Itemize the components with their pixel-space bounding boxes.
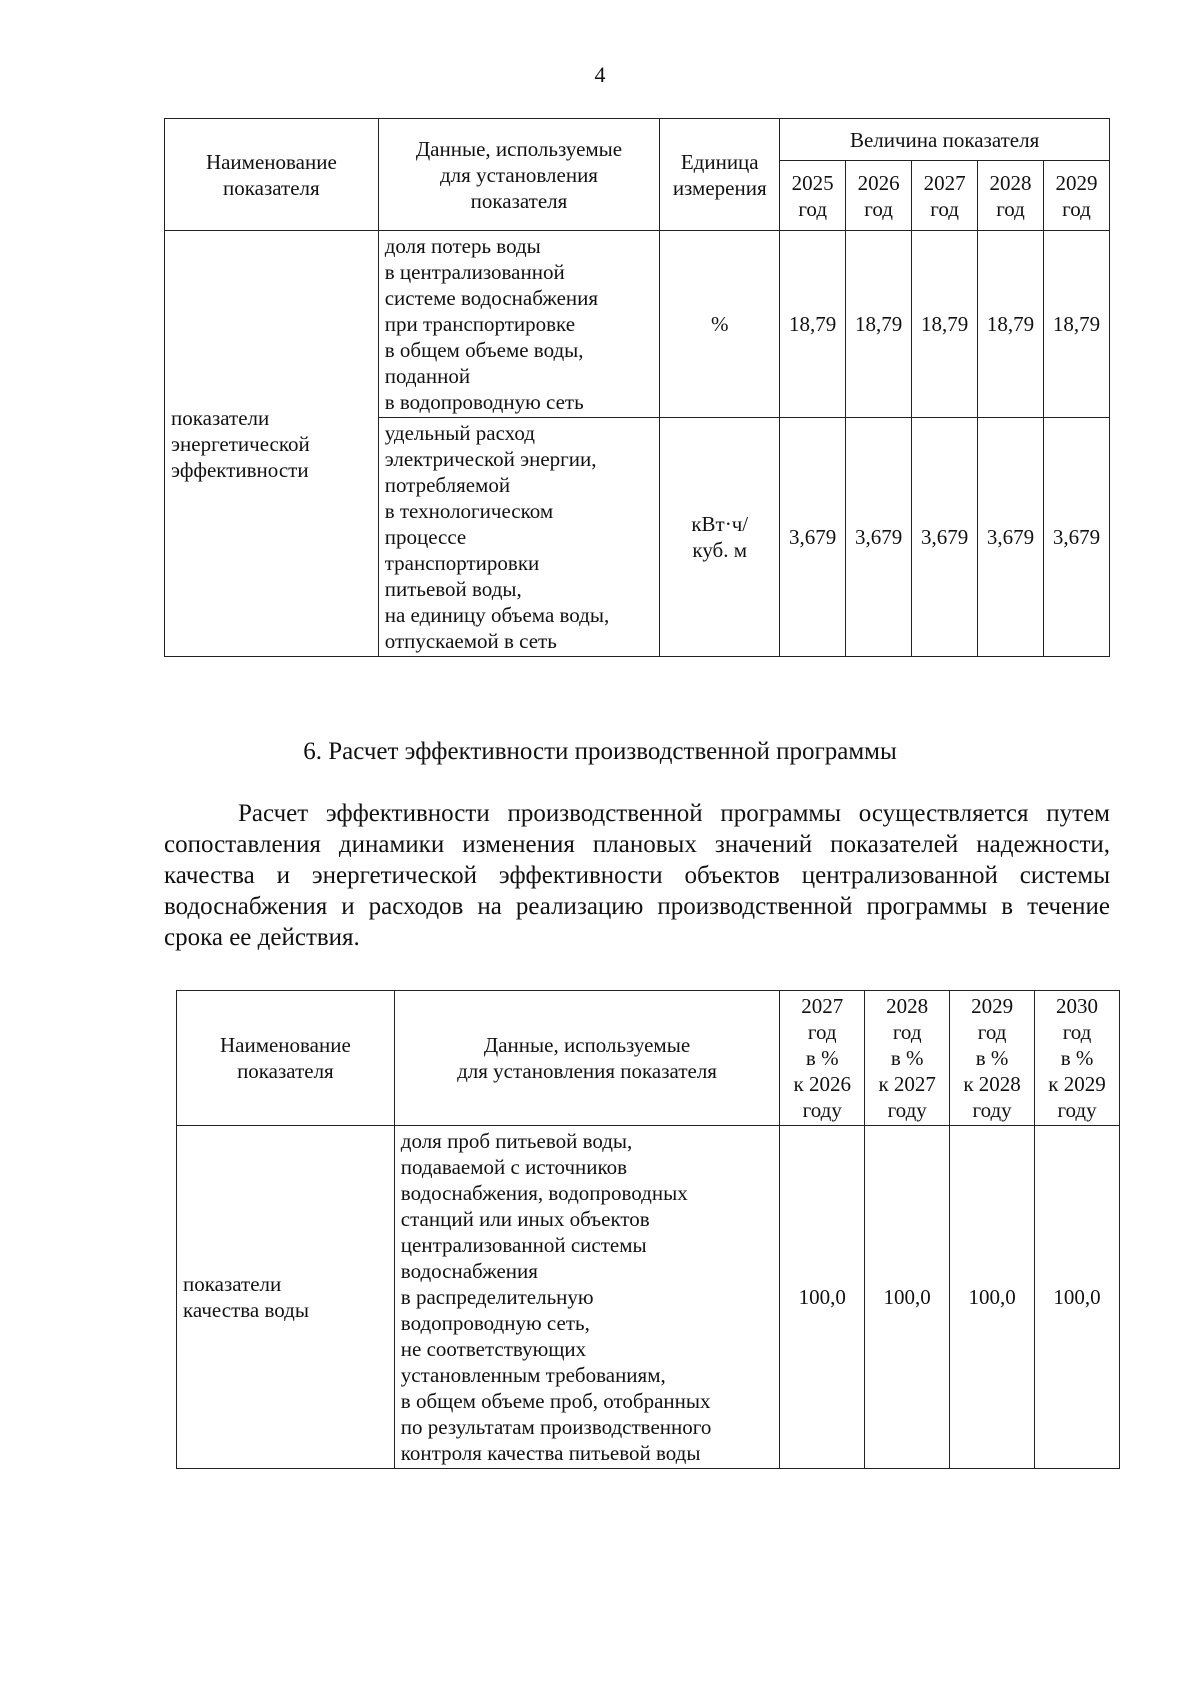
value-cell: 18,79 (912, 231, 978, 418)
header-data-used: Данные, используемые для установления показателя (378, 119, 660, 231)
row-data-cell: доля потерь воды в централизованной системе водоснабжения при транспортировке в общем объеме воды, поданной в водопроводную сеть (378, 231, 660, 418)
header-year-2025: 2025 год (780, 161, 846, 231)
table-row (177, 1126, 1120, 1469)
header-indicator-name: Наименование показателя (177, 991, 395, 1126)
row-unit-cell: % (660, 231, 780, 418)
body-paragraph: Расчет эффективности производственной программы осуществляется путем сопоставления динамики изменения плановых значений показателей надежности, качества и энергетической эффективности объектов централизованной системы водоснабжения и расходов на реализацию производственной программы в течение срока ее действия. (164, 800, 1110, 951)
row-unit-cell: кВт·ч/ куб. м (660, 418, 780, 657)
value-cell: 18,79 (1044, 231, 1110, 418)
header-year-2026: 2026 год (846, 161, 912, 231)
value-cell: 18,79 (846, 231, 912, 418)
value-cell: 3,679 (846, 418, 912, 657)
value-cell: 100,0 (865, 1126, 950, 1469)
group-name-cell: показатели энергетической эффективности (165, 231, 379, 657)
header-year-2028: 2028 год (978, 161, 1044, 231)
header-year-2027: 2027 год (912, 161, 978, 231)
header-year-2028: 2028 год в % к 2027 году (865, 991, 950, 1126)
row-data-cell: доля проб питьевой воды, подаваемой с источников водоснабжения, водопроводных станций или иных объектов централизованной системы водоснабжения в распределительную водопроводную сеть, не соответствующих установленным требованиям, в общем объеме проб, отобранных по результатам производственного контроля качества питьевой воды (394, 1126, 779, 1469)
value-cell: 3,679 (912, 418, 978, 657)
indicators-table-energy (164, 118, 1110, 657)
row-data-cell: удельный расход электрической энергии, потребляемой в технологическом процессе транспортировки питьевой воды, на единицу объема воды, отпускаемой в сеть (378, 418, 660, 657)
value-cell: 100,0 (1035, 1126, 1120, 1469)
header-unit: Единица измерения (660, 119, 780, 231)
value-cell: 3,679 (978, 418, 1044, 657)
value-cell: 18,79 (978, 231, 1044, 418)
header-year-2027: 2027 год в % к 2026 году (780, 991, 865, 1126)
value-cell: 18,79 (780, 231, 846, 418)
header-year-2029: 2029 год в % к 2028 году (950, 991, 1035, 1126)
header-year-2030: 2030 год в % к 2029 году (1035, 991, 1120, 1126)
header-year-2029: 2029 год (1044, 161, 1110, 231)
section-title: 6. Расчет эффективности производственной программы (303, 738, 897, 765)
header-data-used: Данные, используемые для установления показателя (394, 991, 779, 1126)
page-number: 4 (594, 62, 606, 87)
header-indicator-name: Наименование показателя (165, 119, 379, 231)
header-indicator-value: Величина показателя (780, 119, 1110, 161)
table-row (165, 231, 1110, 418)
row-name-cell: показатели качества воды (177, 1126, 395, 1469)
indicators-table-efficiency (176, 990, 1120, 1469)
value-cell: 100,0 (950, 1126, 1035, 1469)
value-cell: 100,0 (780, 1126, 865, 1469)
value-cell: 3,679 (1044, 418, 1110, 657)
value-cell: 3,679 (780, 418, 846, 657)
